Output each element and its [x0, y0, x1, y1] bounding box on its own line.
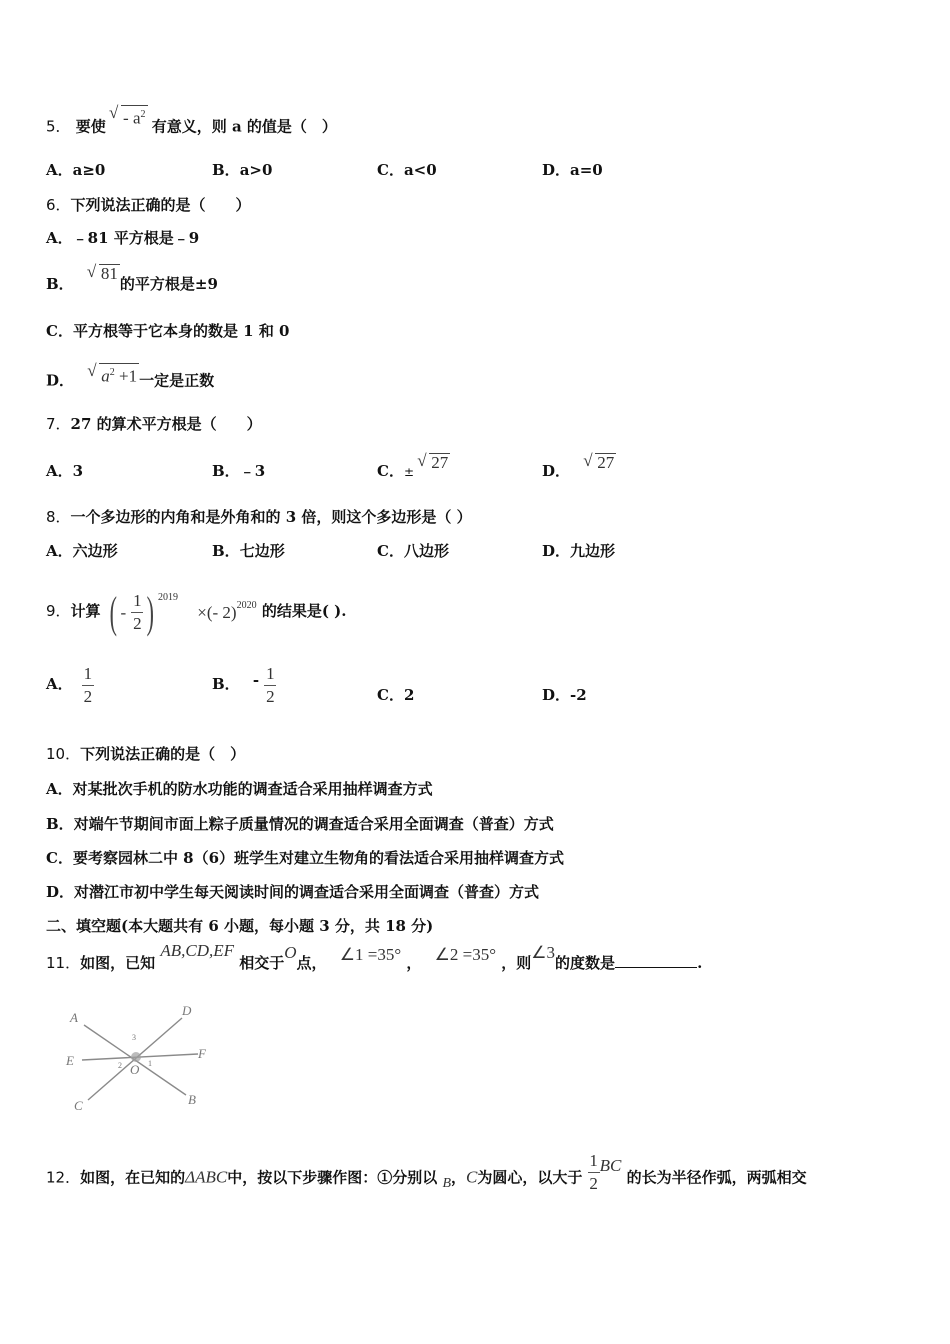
option-a[interactable]: A．﹣81 平方根是﹣9 [46, 229, 200, 247]
sqrt-expression: √ 27 [419, 453, 450, 472]
question-9 [46, 583, 346, 639]
option-d[interactable]: D．九边形 [542, 542, 616, 560]
option-d[interactable]: D．a=0 [542, 161, 603, 179]
option-b[interactable]: B．﹣3 [212, 462, 266, 480]
option-d[interactable]: D．-2 [542, 686, 587, 704]
option-d[interactable]: D． √ 27 [542, 461, 616, 481]
option-c[interactable]: C．± √ 27 [377, 461, 450, 482]
svg-text:3: 3 [132, 1033, 136, 1042]
option-d[interactable]: D． √ $a^2 +1$ 一定是正数 [46, 367, 214, 391]
question-text: 下列说法正确的是（ ） [70, 196, 251, 214]
question-number: 10． [46, 745, 81, 763]
section-heading: 二、填空题(本大题共有 6 小题，每小题 3 分，共 18 分) [46, 917, 434, 935]
svg-text:F: F [198, 1046, 206, 1061]
option-a[interactable]: A．六边形 [46, 542, 118, 560]
option-d[interactable]: D．对潜江市初中学生每天阅读时间的调查适合采用全面调查（普查）方式 [46, 883, 540, 901]
question-number: 6． [46, 196, 71, 214]
option-b[interactable]: B．a>0 [212, 161, 273, 179]
option-c[interactable]: C．2 [377, 686, 415, 704]
intersecting-lines-figure [58, 1000, 218, 1118]
option-c[interactable]: C．平方根等于它本身的数是 1 和 0 [46, 322, 290, 340]
option-c[interactable]: C．a<0 [377, 161, 437, 179]
option-b[interactable]: B．对端午节期间市面上粽子质量情况的调查适合采用全面调查（普查）方式 [46, 815, 554, 833]
option-c[interactable]: C．要考察园林二中 8（6）班学生对建立生物角的看法适合采用抽样调查方式 [46, 849, 565, 867]
question-6 [46, 195, 251, 215]
answer-blank[interactable] [615, 953, 697, 968]
svg-text:D: D [182, 1003, 192, 1018]
question-number: 12． [46, 1168, 81, 1187]
question-8 [46, 507, 472, 527]
svg-text:A: A [70, 1010, 78, 1025]
option-b[interactable]: B． √ 81的平方根是±9 [46, 274, 218, 294]
power-expression: ( - $\frac{1}{2}$ ) $^{2019}$ ×(- 2)$^{2020}$ [109, 587, 257, 637]
sqrt-expression: √ 27 [585, 453, 616, 472]
svg-text:C: C [74, 1098, 83, 1113]
option-a[interactable]: A．3 [46, 462, 84, 480]
question-number: 9． [46, 602, 71, 620]
svg-text:B: B [188, 1092, 196, 1107]
question-text: 一个多边形的内角和是外角和的 3 倍，则这个多边形是（ ） [70, 508, 472, 526]
question-text: 下列说法正确的是（ ） [80, 745, 246, 763]
question-7 [46, 414, 262, 434]
question-number: 7． [46, 415, 71, 433]
option-a[interactable]: A．a≥0 [46, 161, 106, 179]
option-a[interactable]: A． $\frac{1}{2}$ [46, 663, 93, 706]
option-b[interactable]: B．七边形 [212, 542, 285, 560]
question-10 [46, 744, 245, 764]
option-b[interactable]: B． - $\frac{1}{2}$ [212, 663, 275, 706]
option-a[interactable]: A．对某批次手机的防水功能的调查适合采用抽样调查方式 [46, 780, 433, 798]
question-text: 27 的算术平方根是（ ） [70, 415, 262, 433]
option-c[interactable]: C．八边形 [377, 542, 449, 560]
svg-text:2: 2 [118, 1061, 122, 1070]
sqrt-expression: √ $a^2 +1$ [89, 367, 139, 386]
question-number: 5． [46, 117, 71, 136]
question-number: 8． [46, 508, 71, 526]
question-text: 的结果是( ). [261, 602, 347, 620]
question-5 [46, 108, 337, 137]
question-text: 计算 [70, 602, 101, 620]
svg-text:E: E [66, 1053, 74, 1068]
question-12: 12．如图，在已知的ΔABC中，按以下步骤作图：①分别以 B，C为圆心，以大于 $\frac{1}{2}$ BC 的长为半径作弧，两弧相交 [46, 1151, 807, 1193]
sqrt-expression: √ 81 [89, 264, 120, 283]
question-11: 11．如图，已知 AB,CD,EF 相交于O点， ∠1 =35° ， ∠2 =35° ，则∠3的度数是 . [46, 941, 703, 972]
svg-text:1: 1 [148, 1059, 152, 1068]
question-text: 有意义，则 a 的值是（ ） [151, 117, 337, 136]
svg-text:O: O [130, 1062, 140, 1077]
question-number: 11． [46, 954, 81, 972]
sqrt-expression: √ - $a^2$ [111, 109, 152, 128]
question-text: 要使 [75, 117, 106, 136]
